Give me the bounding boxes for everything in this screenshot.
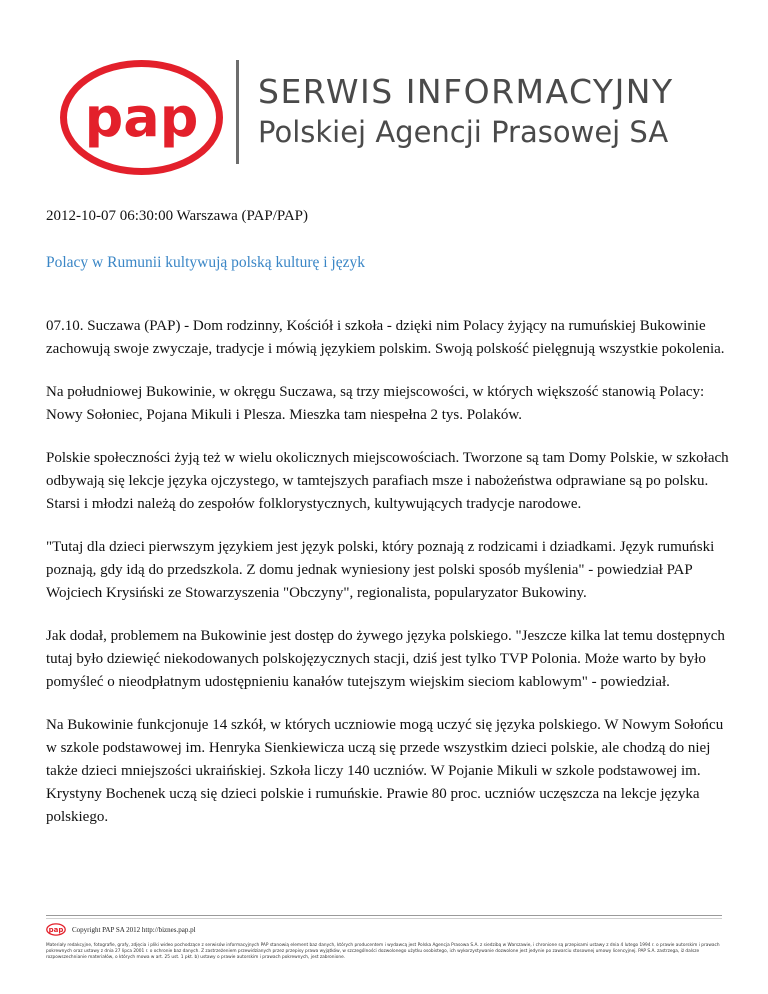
page-footer	[46, 915, 722, 961]
small-logo-text: pap	[48, 926, 64, 934]
header-divider	[236, 60, 239, 164]
article-paragraph: Na Bukowinie funkcjonuje 14 szkół, w których uczniowie mogą uczyć się języka polskiego. W Nowym Sołońcu w szkole podstawowej im. Henryka Sienkiewicza uczą się przede wszystkim dzieci polskie, ale chodzą do niej także dzieci mniejszości ukraińskiej. Szkoła liczy 140 uczniów. W Pojanie Mikuli w szkole podstawowej im. Krystyny Bochenek uczą się dzieci polskie i rumuńskie. Prawie 80 proc. uczniów uczęszcza na lekcje języka polskiego.	[46, 717, 724, 825]
legal-notice: Materiały redakcyjne, fotografie, grafy, zdjęcia i pliki wideo pochodzące z serwisów informacyjnych PAP stanowią element baz danych, których producentem i wydawcą jest Polska Agencja Prasowa S.A. z siedzibą w Warszawie, i chronione są przepisami ustawy z dnia 4 lutego 1994 r. o prawie autorskim i prawach pokrewnych oraz ustawy z dnia 27 lipca 2001 r. o ochronie baz danych. Z zastrzeżeniem przewidzianych przez przepisy prawa wyjątków, w szczególności dozwolonego użytku osobistego, ich wykorzystywanie dozwolone jest jedynie po zawarciu stosownej umowy licencyjnej. PAP S.A. zastrzega, iż dalsze rozpowszechnianie materiałów, o których mowa w art. 25 ust. 1 pkt. b) ustawy o prawie autorskim i prawach pokrewnych, jest zabronione.	[46, 943, 720, 960]
dateline: 2012-10-07 06:30:00 Warszawa (PAP/PAP)	[46, 208, 308, 224]
agency-name: Polskiej Agencji Prasowej SA	[258, 115, 669, 149]
article-body	[46, 315, 736, 849]
article-paragraph: Polskie społeczności żyją też w wielu okolicznych miejscowościach. Tworzone są tam Domy Polskie, w szkołach odbywają się lekcje języka ojczystego, w tamtejszych parafiach msze i nabożeństwa odprawiane są po polsku. Starsi i młodzi należą do zespołów folklorystycznych, kultywujących tradycje narodowe.	[46, 450, 729, 512]
logo-text: pap	[84, 86, 199, 149]
footer-copyright-row	[46, 923, 722, 936]
service-title: SERWIS INFORMACYJNY	[258, 72, 674, 111]
article-paragraph: 07.10. Suczawa (PAP) - Dom rodzinny, Kościół i szkoła - dzięki nim Polacy żyjący na rumuńskiej Bukowinie zachowują swoje zwyczaje, tradycje i mówią językiem polskim. Swoją polskość pielęgnują wszystkie pokolenia.	[46, 318, 725, 357]
pap-logo	[60, 60, 223, 175]
article-paragraph: Jak dodał, problemem na Bukowinie jest dostęp do żywego języka polskiego. "Jeszcze kilka lat temu dostępnych tutaj było dziewięć niekodowanych polskojęzycznych stacji, dziś jest tylko TVP Polonia. Może warto by było pomyśleć o nieodpłatnym udostępnieniu kanałów tutejszym wiejskim sieciom kablowym" - powiedział.	[46, 628, 725, 690]
article-headline[interactable]: Polacy w Rumunii kultywują polską kulturę i język	[46, 254, 365, 271]
footer-rule	[46, 915, 722, 919]
article-paragraph: "Tutaj dla dzieci pierwszym językiem jest język polski, który poznają z rodzicami i dziadkami. Język rumuński poznają, gdy idą do przedszkola. Z domu jednak wyniesiony jest polski sposób myślenia" - powiedział PAP Wojciech Krysiński ze Stowarzyszenia "Obczyny", regionalista, popularyzator Bukowiny.	[46, 539, 715, 601]
pap-small-logo	[46, 923, 66, 936]
page-header	[0, 0, 768, 190]
article-paragraph: Na południowej Bukowinie, w okręgu Suczawa, są trzy miejscowości, w których większość stanowią Polacy: Nowy Sołoniec, Pojana Mikuli i Plesza. Mieszka tam niespełna 2 tys. Polaków.	[46, 384, 705, 423]
copyright-notice[interactable]: Copyright PAP SA 2012 http://biznes.pap.pl	[72, 925, 196, 934]
